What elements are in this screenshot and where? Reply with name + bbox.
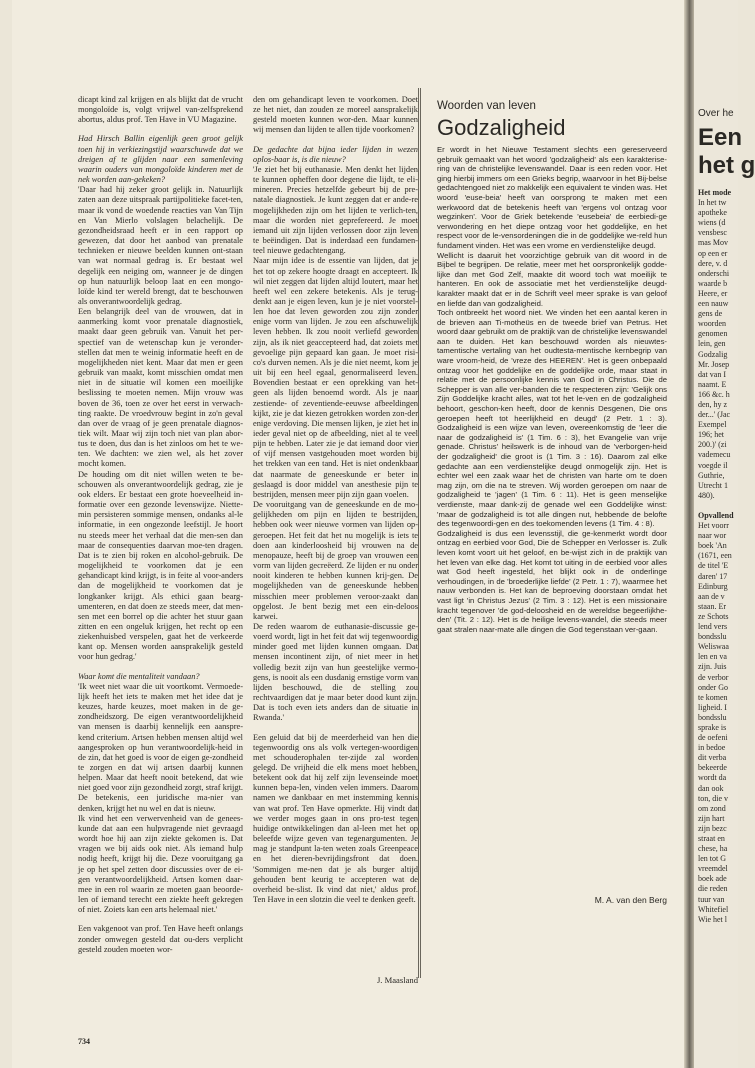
- page-number: 734: [78, 1037, 90, 1046]
- sidebar-paragraph: Wellicht is daaruit het voorzichtige gebruik van dit woord in de Bijbel te begrijpen. De relatie, meer met het oorspronkelijk godde-lijke dan met God Zelf, maakte dit woord toch wat moeilijk te hanteren. En ook de associatie met het verdienstelijke deugd-karakter maakt dat er in de Schrift veel meer sprake is van geloof en liefde dan van godzaligheid.: [437, 250, 667, 308]
- right-page-heading-line-1: Een: [698, 124, 743, 151]
- interview-question: Had Hirsch Ballin eigenlijk geen groot gelijk toen hij in verkiezingstijd waarschuwde dat we dreigen af te glijden naar een samenleving waarin ouders van mongoloïde kinderen met de nek worden aan-gekeken?: [78, 134, 243, 185]
- right-page-line: ligheid. I: [698, 702, 727, 712]
- right-page-line: die reden: [698, 884, 728, 894]
- left-page: [12, 0, 684, 1068]
- right-page-line: onderschi: [698, 268, 730, 278]
- sidebar-paragraph: Er wordt in het Nieuwe Testament slechts een gereserveerd gebruik gemaakt van het woord 'godzaligheid' als een karakterise-ring van de christelijke levenswandel. Daar is een reden voor. Het ging hierbij immers om een Grieks begrip, waarvoor in het Bij-belse gedachtengoed niet zo makkelijk een equivalent te vinden was. Het woord 'euse-beia' heeft van oorsprong te maken met een werkwoord dat de betekenis heeft van 'ergens vol ontzag voor wegzinken'. Voor de Griek betekende 'eusebeia' de eerbiedi-ge verwondering en het diepe ontzag voor het goddelijke, en het respect voor de le-vensordeningen die in de goddelijke we-reld hun fundament vinden. Het was een vrome en verdienstelijke deugd.: [437, 145, 667, 250]
- right-page-line: op een er: [698, 248, 728, 258]
- right-page-line: dan ook: [698, 783, 724, 793]
- book-spine: [684, 0, 694, 1068]
- right-page: [694, 0, 755, 1068]
- sidebar-signature: M. A. van den Berg: [594, 895, 667, 905]
- right-page-line: Wie het l: [698, 914, 727, 924]
- right-page-line: zijn. Juis: [698, 662, 727, 672]
- interview-question: De gedachte dat bijna ieder lijden in wezen oplos-baar is, is die nieuw?: [253, 144, 418, 164]
- right-page-line: onder Go: [698, 682, 728, 692]
- paragraph: dicapt kind zal krijgen en als blijkt dat de vrucht mongoloïde is, volgt vrijwel van-zelfsprekend abortus, aldus prof. Ten Have in VU Magazine.: [78, 95, 243, 125]
- right-page-kicker: Over he: [698, 108, 734, 119]
- right-page-line: om zond: [698, 803, 726, 813]
- article-column-1: [78, 95, 243, 1030]
- right-page-line: (1671, een: [698, 551, 732, 561]
- right-page-line: len en va: [698, 652, 727, 662]
- paragraph: De vooruitgang van de geneeskunde en de mo-gelijkheden om pijn en lijden te bestrijden, hebben ook weer nieuwe vormen van lijden op-geroepen. Het feit dat het nu mogelijk is iets te doen aan kinderloosheid bij vrouwen na de menopauze, heeft bij de groep van vrouwen een vorm van lijden gecreëerd. Ze lijden er nu onder nooit kinderen te hebben kunnen krij-gen. De mogelijkheden van de geneeskunde hebben misschien meer problemen veroor-zaakt dan opgelost. Je bent bezig met een ein-deloos karwei.: [253, 500, 418, 621]
- paragraph: Ik vind het een verwervenheid van de genees-kunde dat aan een hulpvragende niet gevraagd wordt hoe hij aan zijn ziekte gekomen is. Dat vragen we bij aids ook niet. Als iemand hulp nodig heeft, krijgt hij die. Deze vooruitgang ga je op het spel zetten door discussies over de ei-gen verantwoordelijkheid. Artsen komen daar-mee in een rol waarin ze moeten gaan beoorde-len of iemand terecht een ziekte heeft gekregen of niet. Zoiets kan een arts helemaal niet.': [78, 813, 243, 915]
- right-page-line: de titel 'E: [698, 561, 729, 571]
- sidebar-box: [418, 88, 675, 978]
- right-page-line: apotheke: [698, 208, 727, 218]
- right-page-line: vensbesc: [698, 228, 727, 238]
- right-page-line: Heere, er: [698, 288, 728, 298]
- right-page-line: der...' (Jac: [698, 410, 731, 420]
- right-page-line: 196; het: [698, 430, 724, 440]
- right-page-line: bondsslu: [698, 712, 727, 722]
- right-page-line: boek ade: [698, 874, 727, 884]
- right-page-line: Opvallend: [698, 511, 734, 520]
- right-page-line: gens de: [698, 309, 723, 319]
- right-page-line: wordt da: [698, 773, 727, 783]
- sidebar-text: [437, 145, 667, 883]
- right-page-line: dit verba: [698, 753, 727, 763]
- right-page-line: Mr. Josep: [698, 359, 730, 369]
- right-page-line: Het voorr: [698, 521, 729, 531]
- right-page-line: sprake is: [698, 722, 727, 732]
- paragraph: 'Ik weet niet waar die uit voortkomt. Vermoede-lijk heeft het iets te maken met het idee dat je keuzes, harde keuzes, moet maken in de ge-zondheidszorg. De eigen verantwoordelijkheid van mensen is daarbij kennelijk een aanspre-kend criterium. Artsen hebben mensen altijd wel aangesproken op hun verantwoordelijk-heid in de zin, dat het goed is voor de eigen ge-zondheid te zorgen en dat wij artsen daarbij kunnen helpen. Maar dat heeft nooit betekend, dat wie niet goed voor zijn gezondheid zorgt, straf krijgt. De betekenis, een juridische ma-nier van denken, krijgt het nu wel en dat is nieuw.: [78, 681, 243, 813]
- right-page-line: ze Schots: [698, 611, 729, 621]
- right-page-line: Het mode: [698, 188, 732, 197]
- right-page-line: straat en: [698, 834, 725, 843]
- paragraph: Een vakgenoot van prof. Ten Have heeft onlangs zonder omwegen gesteld dat ou-ders verplicht gesteld zouden moeten wor-: [78, 924, 243, 954]
- right-page-line: aan de v: [698, 591, 725, 601]
- right-page-text: [698, 188, 734, 925]
- sidebar-paragraph: Toch ontbreekt het woord niet. We vinden het een aantal keren in de brieven aan Ti-motheüs en de tweede brief van Petrus. Het woord daar gebruikt om de praktijk van de christelijke levenswandel aan te duiden. Het kan beschouwd worden als nieuwtes-tamentische vertaling van het oudtesta-mentische kernbegrip van ware vroom-heid, de 'vreze des HEEREN'. Het is geen onbepaald ontzag voor het goddelijke en de goddelijke orde, maar staat in relatie met de persoonlijke kennis van God in Christus. Die de Schepper is van alle ver-banden die te respecteren zijn: 'Gelijk ons Zijn Goddelijke kracht alles, wat tot het le-ven en de godzaligheid behoort, geschon-ken heeft, door de kennis Desgenen, Die ons geroepen heeft tot heerlijkheid en deugd' (2 Petr. 1 : 3). Godzaligheid is een wijze van leven, overeenkomstig de 'leer die naar de godzaligheid is' (1 Tim. 6 : 3), het Evangelie van vrije genade. Christus' heilswerk is de inhoud van de 'verborgen-heid der godzaligheid' die groot is (1 Tim. 3 : 16). Daarom zal elke gedachte aan een verdienstelijke deugd onmogelijk zijn. Het is echter wel een zaak waar het de christen van harte om te doen mag zijn, om die na te streven. Wij worden geroepen om naar de godzaligheid te 'jagen' (1 Tim. 6 : 11). Het is geen menselijke verdienste, maar dank-zij de genade wel een Goddelijke winst: 'maar de godzaligheid is tot alle dingen nut, hebbende de belofte des tegenwoordi-gen en des toekomenden levens (1 Tim. 4 : 8).: [437, 308, 667, 529]
- paragraph: 'Je ziet het bij euthanasie. Men denkt het lijden te kunnen opheffen door degene die lijdt, te eli-mineren. Precies hetzelfde gebeurt bij de pre-natale diagnostiek. Je kunt zeggen dat er ande-re mogelijkheden zijn om het lijden te verlich-ten, maar die worden niet geprefereerd. Je moet iemand uit zijn lijden verlossen door zijn leven te beëindigen. Dat is inderdaad een fundamen-teel nieuwe gedachtengang.: [253, 164, 418, 256]
- right-page-line: 166 &c. h: [698, 389, 730, 399]
- right-page-line: len tot G: [698, 854, 726, 864]
- interview-question: Waar komt die mentaliteit vandaan?: [78, 671, 200, 681]
- right-page-line: Whitefiel: [698, 904, 729, 914]
- right-page-line: zijn hart: [698, 813, 725, 823]
- article-column-2: [253, 95, 418, 950]
- article-author: J. Maasland: [376, 975, 418, 985]
- right-page-line: Weliswaa: [698, 642, 729, 652]
- paragraph: den om gehandicapt leven te voorkomen. Doet ze het niet, dan zouden ze moreel aansprakelijk gesteld moeten kunnen wor-den. Maar kunnen wij mensen dan lijden te allen tijde voorkomen?: [253, 95, 418, 135]
- sidebar-paragraph: Godzaligheid is dus een levensstijl, die ge-kenmerkt wordt door ontzag en eerbied voor God, Die de Schepper en Verlosser is. Zulk leven komt voort uit het geloof, en be-wijst zich in de praktijk van het leven van elke dag. Het komt tot uiting in de eerbied voor alles wat God heeft ingesteld, het blijkt ook in de onderlinge verhoudingen, in de 'broederlijke liefde' (2 Petr. 1 : 7), waarmee het nauw verbonden is. Het kan de beproeving doorstaan omdat het vast ligt 'in Christus Jezus' (2 Tim. 3 : 12). Het is een missionaire kracht tegenover 'de god-deloosheid en de wereldse begeerlijkhe-den' (Tit. 2 : 12). Het is de heilige levens-wandel, die steeds meer gaat stralen naar-mate alle dingen die God tegenstaan ver-gaan.: [437, 528, 667, 634]
- right-page-line: boek 'An: [698, 541, 727, 551]
- right-page-line: Edinburg: [698, 581, 728, 591]
- right-page-line: dere, v. d: [698, 258, 728, 268]
- right-page-line: lein, gen: [698, 339, 726, 349]
- right-page-line: ton, die v: [698, 793, 728, 803]
- right-page-line: bondsslu: [698, 632, 727, 642]
- right-page-line: vreemdel: [698, 864, 728, 874]
- paragraph: De houding om dit niet willen weten te be-schouwen als onverantwoordelijk gedrag, zie je ook elders. Er bestaat een grote hoeveelheid in-formatie over een gezonde levenswijze. Niette-min persisteren sommige mensen, ondanks al-le informatie, in een ongezonde leefstijl. Je hoort nu steeds meer het verhaal dat die men-sen dan maar de consequenties daarvan moe-ten dragen. Dat is te zien bij roken en alcohol-gebruik. De mogelijkheid te voorkomen dat je een gehandicapt kind krijgt, is in feite al voor-anders dan de mogelijkheid te voorkomen dat je longkanker krijgt. Als ethici gaan bearg-umenteren, en dat doen ze steeds meer, dat men-sen met een borrel op die achter het stuur gaan zitten en een ongeluk krijgen, het recht op een ziekenhuisbed verspelen, gaat het de verkeerde kant op. Mensen worden aansprakelijk gesteld voor hun gedrag.': [78, 469, 243, 662]
- paragraph: Een belangrijk deel van de vrouwen, dat in aanmerking komt voor prenatale diagnostiek, maakt daar geen gebruik van. Vanuit het per-spectief van de wetenschap kun je veronder-stellen dat men te weinig informatie heeft en de mogelijkheden niet kent. Maar dat men er geen gebruik van maakt, komt misschien omdat men niet in de situatie wil komen een moeilijke beslissing te moeten nemen. Mijn vrouw was boven de 36, toen ze over het eerst in verwach-ting raakte. De vroedvrouw begint in zo'n geval dan over de vraag of je geen prenatale diagnos-tiek wilt. Maar wij zijn toch niet van plan abor-tus te doen, dus dan is het zinloos om het te we-ten. We dachten: we zien wel, als het zover mocht komen.: [78, 307, 243, 469]
- right-page-line: mas Mov: [698, 238, 728, 248]
- right-page-line: den, hy z: [698, 399, 728, 409]
- right-page-line: In het tw: [698, 198, 727, 208]
- right-page-line: lend vers: [698, 622, 728, 632]
- right-page-line: in bedoe: [698, 743, 726, 753]
- right-page-line: dat van I: [698, 369, 726, 379]
- right-page-line: daren' 17: [698, 571, 728, 581]
- right-page-line: [698, 501, 734, 511]
- right-page-line: naar wor: [698, 531, 727, 541]
- sidebar-kicker: Woorden van leven: [437, 100, 536, 112]
- right-page-line: tuur van: [698, 894, 725, 904]
- right-page-line: genomen: [698, 329, 728, 339]
- right-page-line: 480).: [698, 490, 715, 500]
- right-page-line: 200.)' (zi: [698, 440, 727, 450]
- right-page-line: woorden: [698, 319, 726, 329]
- right-page-line: chese, ha: [698, 844, 728, 854]
- right-page-line: Utrecht 1: [698, 480, 728, 490]
- right-page-line: Godzalig: [698, 349, 728, 359]
- right-page-line: staan. Er: [698, 601, 726, 611]
- right-page-line: waarde b: [698, 278, 728, 288]
- right-page-line: naamt. E: [698, 379, 727, 389]
- right-page-line: wiens (d: [698, 218, 726, 228]
- paragraph: De reden waarom de euthanasie-discussie ge-voerd wordt, ligt in het feit dat wij tegenwoordig minder goed met lijden kunnen omgaan. Dat mensen incontinent zijn, of niet meer in het volledig bezit zijn van hun geestelijke vermo-gens, is nooit als een dusdanig ernstige vorm van lijden beschouwd, die de stelling zou rechtvaardigen dat je maar beter dood kunt zijn. Dat is toch even iets anders dan de situatie in Rwanda.': [253, 621, 418, 723]
- paragraph: 'Daar had hij zeker groot gelijk in. Natuurlijk zaten aan deze uitspraak partijpolitieke facet-ten, maar ik vond de woedende reacties van Van Tijn en Van Mierlo volslagen belachelijk. De gezondheidsraad heeft er in een rapport op gewezen, dat door het aanbod van prenatale technieken er nieuwe beelden kunnen ont-staan van wat normaal gedrag is. Er bestaat wel degelijk een neiging om, wanneer je de dingen op hun natuurlijk beloop laat en een mongo-loïde kind ter wereld brengt, dat te beschouwen als onverantwoordelijk gedrag.: [78, 185, 243, 306]
- right-page-line: de oefeni: [698, 733, 728, 743]
- sidebar-content: [437, 100, 667, 978]
- right-page-line: vademecu: [698, 450, 731, 460]
- paragraph: Een geluid dat bij de meerderheid van hen die tegenwoordig ons als volk vertegen-woordigen met schouderophalen ter-zijde zal worden gelegd. De vrijheid die elk mens moet hebben, betekent ook dat hij zelf zijn levenseinde moet kunnen bepa-len, vinden velen immers. Daarom namen we dankbaar en met instemming kennis van wat prof. Ten Have opmerkte. Hij vindt dat we verder moges gaan in ons pro-test tegen huidige ontwikkelingen dan al-leen met het op beleefde wijze geven van tegenargumenten. Je mag je standpunt la-ten weten zoals Greenpeace en het dieren-bevrijdingsfront dat doen. 'Sommigen me-nen dat je als burger altijd gehouden bent keurig te accepteren wat de overheid be-slist. Ik vind dat niet,' aldus prof. Ten Have in een slotzin die veel te denken geeft.: [253, 732, 418, 905]
- sidebar-title: Godzaligheid: [437, 115, 566, 140]
- right-page-line: Guthrie,: [698, 470, 725, 480]
- right-page-heading-line-2: het g: [698, 152, 755, 179]
- right-page-line: bekeerde: [698, 763, 727, 773]
- right-page-line: Exempel: [698, 420, 727, 430]
- right-page-line: voegde il: [698, 460, 728, 470]
- paragraph: Naar mijn idee is de essentie van lijden, dat je het tot op zekere hoogte draagt en accepteert. Ik wil niet zeggen dat lijden altijd loutert, maar het heeft wel een zekere betekenis. Als je terug-denkt aan je eigen leven, kun je je niet voorstel-len hoe dat leven geworden zou zijn zonder enige vorm van lijden. Je zou een afschuwelijk leven hebben. Ik zou nooit verliefd geworden zijn, als ik niet geaccepteerd had, dat zoiets met gevoelige pijn gepaard kan gaan. Je moet risi-co's durven nemen. Als je die niet neemt, kom je uit bij een heel egaal, genormaliseerd leven. Bovendien bestaat er een oprekking van het-geen als lijden benoemd wordt. Als je naar zestiende- of zeventiende-eeuwse afbeeldingen kijkt, zie je dat kiezen getrokken worden zon-der enige verdoving. Die mensen lijken, je ziet het in ieder geval niet op de afbeelding, niet al te veel pijn te hebben. Later zie je dat iemand door vier of vijf mensen vastgehouden moet worden bij het trekken van een tand. Het is niet ondenkbaar dat naarmate de geneeskunde er beter in geslaagd is door middel van anesthesie pijn te bestrijden, mensen meer pijn zijn gaan voelen.: [253, 256, 418, 499]
- right-page-line: zijn bezc: [698, 823, 727, 833]
- right-page-line: een nauw: [698, 299, 729, 309]
- right-page-line: de verbor: [698, 672, 729, 682]
- right-page-line: te komen: [698, 692, 728, 702]
